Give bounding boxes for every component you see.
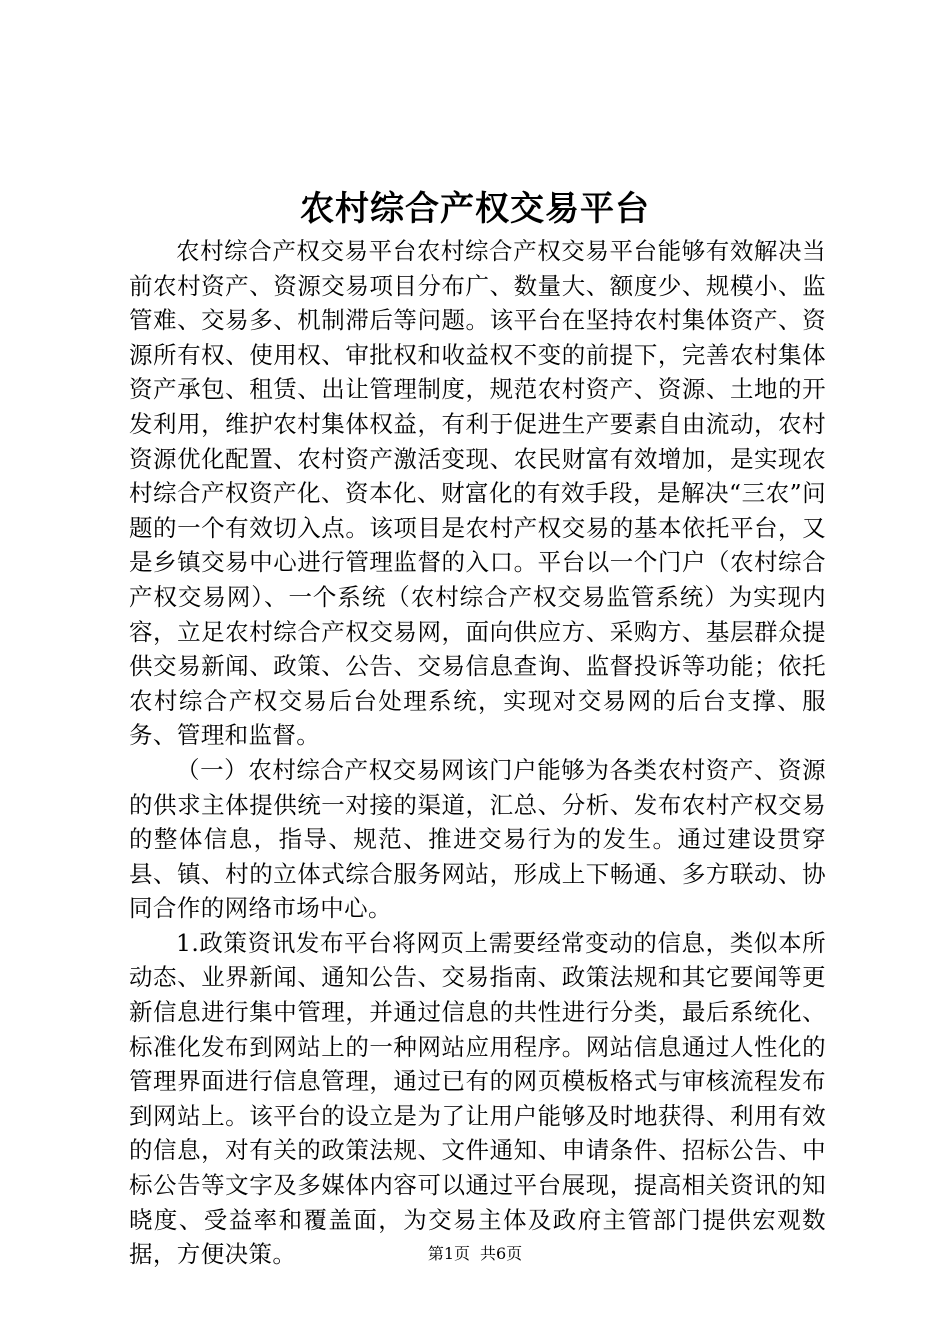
- body-paragraph: 1.政策资讯发布平台将网页上需要经常变动的信息，类似本所动态、业界新闻、通知公告、交易指南、政策法规和其它要闻等更新信息进行集中管理，并通过信息的共性进行分类，最后系统化、标准化发布到网站上的一种网站应用程序。网站信息通过人性化的管理界面进行信息管理，通过已有的网页模板格式与审核流程发布到网站上。该平台的设立是为了让用户能够及时地获得、利用有效的信息，对有关的政策法规、文件通知、申请条件、招标公告、中标公告等文字及多媒体内容可以通过平台展现，提高相关资讯的知晓度、受益率和覆盖面，为交易主体及政府主管部门提供宏观数据，方便决策。: [129, 928, 826, 1269]
- document-body: [129, 234, 826, 1272]
- page-total: 共6页: [480, 1244, 523, 1263]
- body-paragraph: 农村综合产权交易平台农村综合产权交易平台能够有效解决当前农村资产、资源交易项目分布广、数量大、额度少、规模小、监管难、交易多、机制滞后等问题。该平台在坚持农村集体资产、资源所有权、使用权、审批权和收益权不变的前提下，完善农村集体资产承包、租赁、出让管理制度，规范农村资产、资源、土地的开发利用，维护农村集体权益，有利于促进生产要素自由流动，农村资源优化配置、农村资产激活变现、农民财富有效增加，是实现农村综合产权资产化、资本化、财富化的有效手段，是解决“三农”问题的一个有效切入点。该项目是农村产权交易的基本依托平台，又是乡镇交易中心进行管理监督的入口。平台以一个门户（农村综合产权交易网）、一个系统（农村综合产权交易监管系统）为实现内容，立足农村综合产权交易网，面向供应方、采购方、基层群众提供交易新闻、政策、公告、交易信息查询、监督投诉等功能；依托农村综合产权交易后台处理系统，实现对交易网的后台支撑、服务、管理和监督。: [129, 237, 826, 750]
- page-footer: [0, 1243, 950, 1265]
- page-number: 第1页: [427, 1244, 470, 1263]
- body-paragraph: （一）农村综合产权交易网该门户能够为各类农村资产、资源的供求主体提供统一对接的渠道，汇总、分析、发布农村产权交易的整体信息，指导、规范、推进交易行为的发生。通过建设贯穿县、镇、村的立体式综合服务网站，形成上下畅通、多方联动、协同合作的网络市场中心。: [129, 755, 826, 923]
- document-title: 农村综合产权交易平台: [300, 189, 650, 229]
